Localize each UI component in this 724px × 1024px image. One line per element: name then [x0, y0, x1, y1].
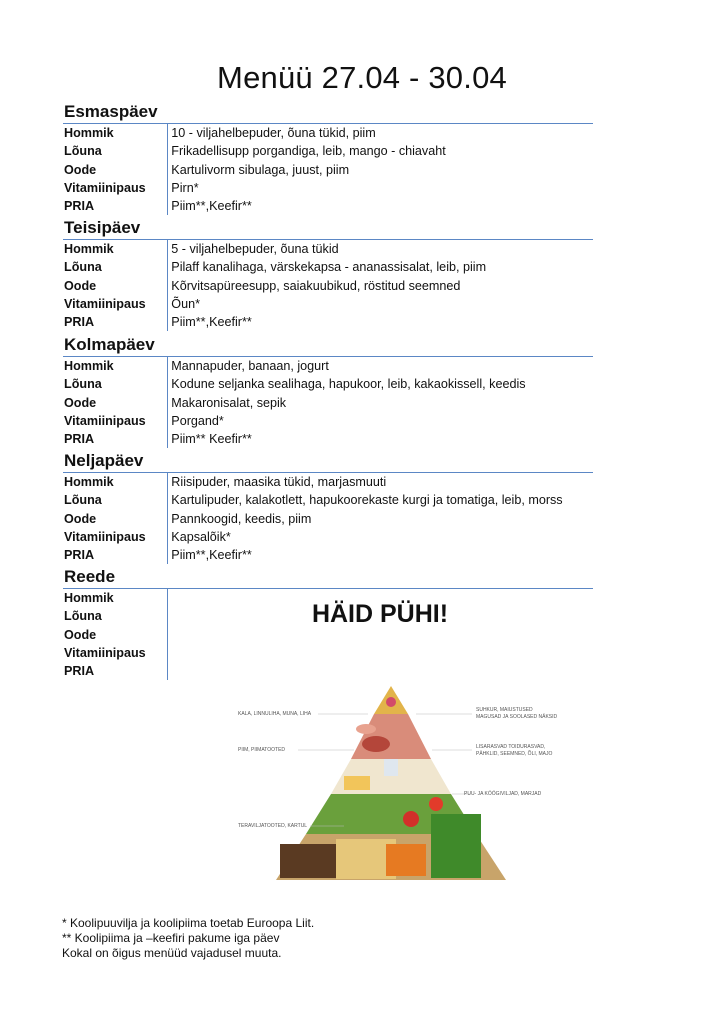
day-name: Esmaspäev	[63, 101, 593, 124]
menu-row-pria	[63, 313, 593, 331]
meal-label: Vitamiinipaus	[64, 645, 146, 660]
menu-row-lunch	[63, 258, 593, 276]
meal-value: 10 - viljahelbepuder, õuna tükid, piim	[171, 126, 376, 140]
meal-label: Vitamiinipaus	[64, 529, 146, 544]
meal-label: Lõuna	[64, 493, 102, 508]
meal-value: Kodune seljanka sealihaga, hapukoor, leib, kakaokissell, keedis	[171, 377, 526, 392]
meal-value: Kapsalõik*	[171, 529, 231, 544]
footnotes	[62, 916, 314, 961]
meal-label: Vitamiinipaus	[64, 180, 146, 195]
menu-row-breakfast	[63, 240, 593, 258]
meal-label: Oode	[64, 511, 97, 526]
meal-value: Õun*	[171, 296, 201, 311]
menu-row-snack	[63, 161, 593, 179]
fish	[356, 724, 376, 734]
menu-row-vitamin	[63, 412, 593, 430]
meal-value	[168, 662, 171, 680]
meal-value: Piim**,Keefir**	[171, 315, 252, 330]
meal-value: Kõrvitsapüreesupp, saiakuubikud, röstitud seemned	[171, 278, 461, 293]
carrots	[386, 844, 426, 876]
meal-label: Lõuna	[64, 260, 102, 275]
pepper	[429, 797, 443, 811]
meal-label: Oode	[64, 395, 97, 410]
menu-row-vitamin	[63, 295, 593, 313]
day-name: Neljapäev	[63, 450, 593, 473]
meal-label: Hommik	[64, 359, 114, 373]
meal-value: Frikadellisupp porgandiga, leib, mango - chiavaht	[171, 144, 446, 159]
footnote-menu-change: Kokal on õigus menüüd vajadusel muuta.	[62, 946, 282, 960]
meal-label: Hommik	[64, 126, 114, 140]
greens	[431, 814, 481, 878]
footnote-eu-support: * Koolipuuvilja ja koolipiima toetab Euroopa Liit.	[62, 916, 315, 930]
meal-value: Piim**,Keefir**	[171, 199, 252, 214]
pyramid-label: TERAVILJATOOTED, KARTUL	[238, 823, 308, 829]
day-section-tuesday	[63, 217, 593, 331]
menu-row-snack	[63, 394, 593, 412]
pyramid-tier-protein	[351, 714, 431, 759]
meal-label: Oode	[64, 627, 97, 642]
pyramid-label: PIIM, PIIMATOOTED	[238, 747, 286, 753]
footnote-daily-milk: ** Koolipiima ja –keefiri pakume iga päev	[62, 931, 280, 945]
meal-value	[168, 607, 171, 625]
day-name: Reede	[63, 566, 593, 589]
meal-label: Oode	[64, 278, 97, 293]
meal-label: PRIA	[64, 432, 95, 447]
pyramid-label: KALA, LINNULIHA, MUNA, LIHA	[238, 711, 312, 717]
meat	[362, 736, 390, 752]
menu-row-breakfast	[63, 473, 593, 491]
page-title: Menüü 27.04 - 30.04	[217, 60, 507, 95]
meal-label: PRIA	[64, 315, 95, 330]
pyramid-label: MAGUSAD JA SOOLASED NÄKSID	[476, 714, 558, 720]
meal-label: Hommik	[64, 242, 114, 256]
candy	[386, 697, 396, 707]
day-section-wednesday	[63, 334, 593, 448]
day-name: Teisipäev	[63, 217, 593, 240]
meal-value: Kartulipuder, kalakotlett, hapukoorekaste kurgi ja tomatiga, leib, morss	[171, 493, 563, 508]
meal-value: Kartulivorm sibulaga, juust, piim	[171, 162, 350, 177]
meal-value: Makaronisalat, sepik	[171, 395, 287, 410]
meal-value: Pirn*	[171, 180, 199, 195]
meal-label: Lõuna	[64, 144, 102, 159]
menu-row-pria	[63, 546, 593, 564]
holiday-greeting: HÄID PÜHI!	[311, 600, 449, 628]
food-pyramid-image	[236, 684, 558, 884]
menu-row-snack	[63, 277, 593, 295]
meal-value: Porgand*	[171, 413, 224, 428]
day-name: Kolmapäev	[63, 334, 593, 357]
meal-label: Lõuna	[64, 609, 102, 624]
menu-row-breakfast	[63, 124, 593, 142]
menu-row-vitamin	[63, 644, 593, 662]
meal-value: Mannapuder, banaan, jogurt	[171, 359, 329, 373]
meal-label: Vitamiinipaus	[64, 413, 146, 428]
menu-row-lunch	[63, 375, 593, 393]
meal-label: Hommik	[64, 591, 114, 605]
meal-value	[168, 589, 171, 607]
day-section-thursday	[63, 450, 593, 564]
menu-row-vitamin	[63, 179, 593, 197]
meal-value: Piim**,Keefir**	[171, 548, 252, 563]
pyramid-label: SUHKUR, MAIUSTUSED	[476, 707, 533, 713]
bread-block	[280, 844, 336, 878]
meal-value: Pannkoogid, keedis, piim	[171, 511, 312, 526]
menu-row-vitamin	[63, 528, 593, 546]
menu-row-pria	[63, 430, 593, 448]
meal-label: Hommik	[64, 475, 114, 489]
menu-row-pria	[63, 662, 593, 680]
meal-label: PRIA	[64, 199, 95, 214]
meal-value: Riisipuder, maasika tükid, marjasmuuti	[171, 475, 387, 489]
menu-row-breakfast	[63, 357, 593, 375]
meal-value	[168, 644, 171, 662]
menu-row-lunch	[63, 491, 593, 509]
cheese	[344, 776, 370, 790]
meal-label: PRIA	[64, 664, 95, 679]
tomato	[403, 811, 419, 827]
meal-label: Vitamiinipaus	[64, 296, 146, 311]
meal-label: Oode	[64, 162, 97, 177]
menu-row-pria	[63, 197, 593, 215]
meal-value	[168, 626, 171, 644]
pyramid-label: PUU- JA KÖÖGIVILJAD, MARJAD	[464, 791, 542, 797]
menu-row-lunch	[63, 142, 593, 160]
pyramid-label: LISARASVAD TOIDURASVAD,	[476, 744, 546, 750]
meal-label: Lõuna	[64, 377, 102, 392]
day-section-monday	[63, 101, 593, 215]
menu-row-snack	[63, 510, 593, 528]
meal-value: Pilaff kanalihaga, värskekapsa - ananassisalat, leib, piim	[171, 260, 487, 275]
meal-value: Piim** Keefir**	[171, 432, 252, 447]
pyramid-label: PÄHKLID, SEEMNED, ÕLI, MAJO	[476, 751, 553, 757]
meal-label: PRIA	[64, 548, 95, 563]
meal-value: 5 - viljahelbepuder, õuna tükid	[171, 242, 339, 256]
